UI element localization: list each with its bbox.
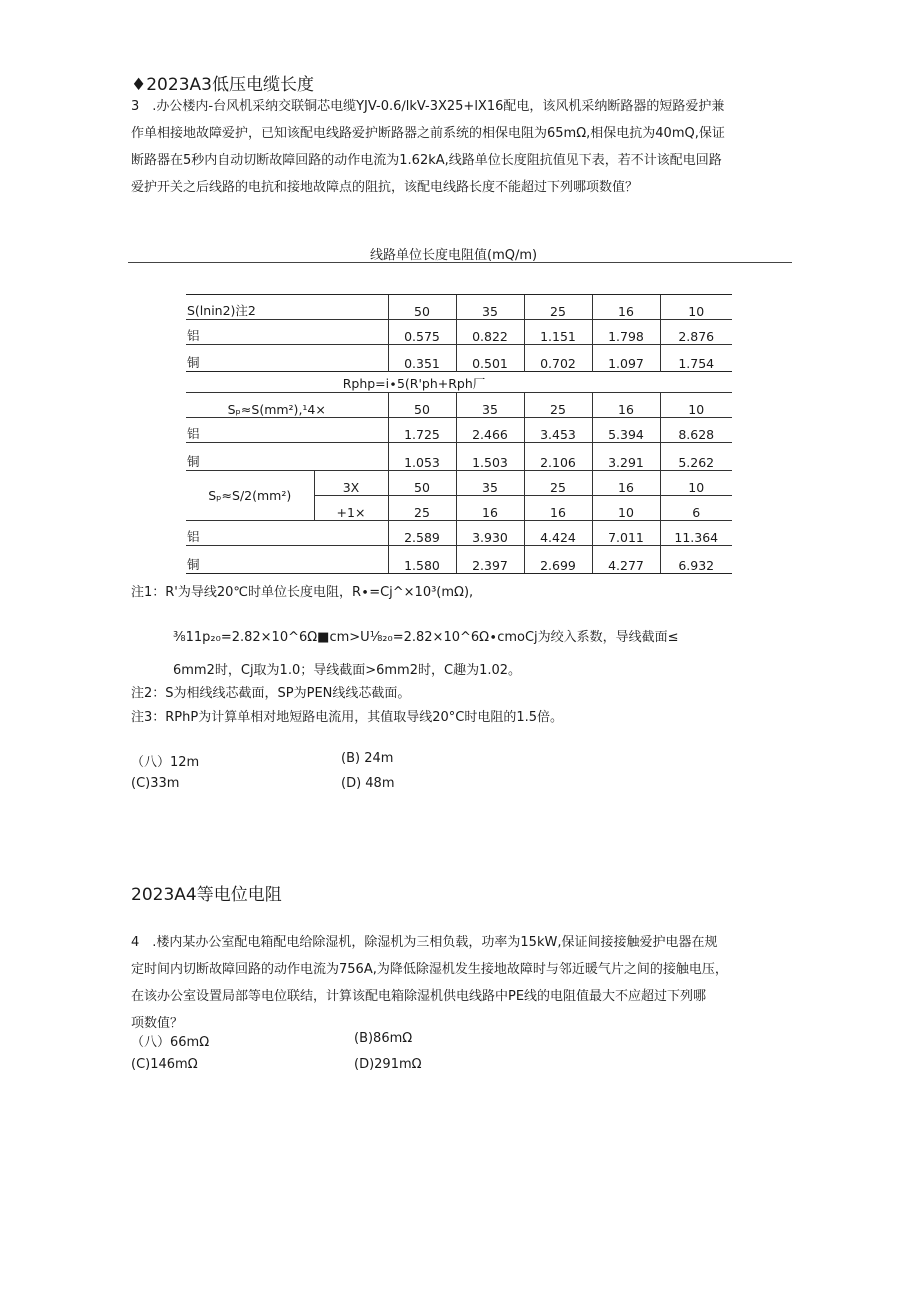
row-al1-label: 铝: [186, 320, 388, 345]
question-3-line3: 断路器在5秒内自动切断故障回路的动作电流为1.62kA,线路单位长度阻抗值见下表，若不计该配电回路: [131, 153, 722, 168]
row-al2-label: 铝: [186, 418, 388, 443]
header2-value: 16: [592, 393, 660, 418]
table-row: [186, 418, 732, 443]
row-al3-value: 3.930: [456, 521, 524, 546]
header3-value: 6: [660, 496, 732, 521]
row-al1-value: 1.151: [524, 320, 592, 345]
note1-line1: 注1：R'为导线20℃时单位长度电阻，R∙=Cj^×10³(mΩ),: [131, 585, 474, 600]
section2-heading: 2023A4等电位电阻: [131, 885, 282, 905]
row-cu2-value: 5.262: [660, 443, 732, 471]
row-cu3-value: 6.932: [660, 546, 732, 574]
header2-value: 10: [660, 393, 732, 418]
note1-line2: ⅜11p₂₀=2.82×10^6Ω■cm>U⅛₂₀=2.82×10^6Ω∙cmoCj为绞入系数，导线截面≤: [173, 630, 679, 645]
row-al3-value: 7.011: [592, 521, 660, 546]
row-cu3-value: 2.397: [456, 546, 524, 574]
header2-value: 35: [456, 393, 524, 418]
row-cu3-value: 4.277: [592, 546, 660, 574]
row-cu2-value: 1.053: [388, 443, 456, 471]
option-d: (D)291mΩ: [354, 1057, 422, 1072]
header1-value: 50: [388, 295, 456, 320]
table-row: [186, 393, 732, 418]
header3-label: Sₚ≈S/2(mm²): [186, 471, 314, 521]
row-cu1-value: 0.702: [524, 345, 592, 372]
row-al1-value: 1.798: [592, 320, 660, 345]
header3-value: 10: [660, 471, 732, 496]
row-cu1-value: 0.501: [456, 345, 524, 372]
row-cu2-label: 铜: [186, 443, 388, 471]
header2-value: 25: [524, 393, 592, 418]
note3: 注3：RPhP为计算单相对地短路电流用，其值取导线20°C时电阻的1.5倍。: [131, 710, 564, 725]
header2-value: 50: [388, 393, 456, 418]
caption-rule: [128, 262, 792, 263]
table-row: [186, 521, 732, 546]
header3-sub1: 3X: [314, 471, 388, 496]
header1-value: 25: [524, 295, 592, 320]
section1-heading: ♦2023A3低压电缆长度: [131, 75, 314, 95]
header1-value: 10: [660, 295, 732, 320]
question-3-line1: 3 .办公楼内-台风机采纳交联铜芯电缆YJV-0.6∕lkV-3X25+lX16配电，该风机采纳断路器的短路爱护兼: [131, 99, 725, 114]
row-al1-value: 0.822: [456, 320, 524, 345]
header1-value: 16: [592, 295, 660, 320]
option-c: (C)33m: [131, 776, 180, 791]
row-al3-value: 2.589: [388, 521, 456, 546]
option-d: (D) 48m: [341, 776, 395, 791]
table-row: [186, 372, 732, 393]
row-al2-value: 2.466: [456, 418, 524, 443]
header3-value: 35: [456, 471, 524, 496]
note1-line3: 6mm2时，Cj取为1.0；导线截面>6mm2时，C趣为1.02。: [173, 663, 522, 678]
question-4-line4: 项数值？: [131, 1016, 184, 1031]
header3-value: 10: [592, 496, 660, 521]
header3-value: 25: [524, 471, 592, 496]
header3-sub2: +1×: [314, 496, 388, 521]
table-row: [186, 345, 732, 372]
row-cu3-value: 2.699: [524, 546, 592, 574]
header3-value: 16: [592, 471, 660, 496]
resistance-table: [186, 294, 732, 574]
row-cu3-label: 铜: [186, 546, 388, 574]
row-cu2-value: 1.503: [456, 443, 524, 471]
row-al2-value: 3.453: [524, 418, 592, 443]
row-cu1-value: 1.754: [660, 345, 732, 372]
header3-value: 25: [388, 496, 456, 521]
row-cu2-value: 3.291: [592, 443, 660, 471]
option-a: （八）66mΩ: [131, 1035, 210, 1050]
row-al1-value: 0.575: [388, 320, 456, 345]
table-row: [186, 546, 732, 574]
option-b: (B) 24m: [341, 751, 394, 766]
row-al3-value: 11.364: [660, 521, 732, 546]
question-4-line1: 4 .楼内某办公室配电箱配电给除湿机，除湿机为三相负载，功率为15kW,保证间接接触爱护电器在规: [131, 935, 718, 950]
question-4-text: [131, 929, 801, 1037]
table-row: [186, 471, 732, 496]
header1-value: 35: [456, 295, 524, 320]
header3-value: 50: [388, 471, 456, 496]
row-cu2-value: 2.106: [524, 443, 592, 471]
table-row: [186, 295, 732, 320]
header1-label: S(lnin2)注2: [186, 295, 388, 320]
header3-value: 16: [456, 496, 524, 521]
table-row: [186, 443, 732, 471]
option-b: (B)86mΩ: [354, 1031, 413, 1046]
row-al2-value: 1.725: [388, 418, 456, 443]
question-3-line4: 爱护开关之后线路的电抗和接地故障点的阻抗，该配电线路长度不能超过下列哪项数值？: [131, 180, 639, 195]
question-3-line2: 作单相接地故障爱护，已知该配电线路爱护断路器之前系统的相保电阻为65mΩ,相保电抗为40mQ,保证: [131, 126, 725, 141]
question-3-text: [131, 93, 791, 201]
row-cu3-value: 1.580: [388, 546, 456, 574]
table-caption: 线路单位长度电阻值(mQ∕m): [370, 248, 538, 263]
header3-value: 16: [524, 496, 592, 521]
header2-label: Sₚ≈S(mm²),¹4×: [186, 393, 388, 418]
row-cu1-value: 0.351: [388, 345, 456, 372]
row-al3-label: 铝: [186, 521, 388, 546]
row-cu1-value: 1.097: [592, 345, 660, 372]
note2: 注2：S为相线线芯截面，SP为PEN线线芯截面。: [131, 686, 411, 701]
table-row: [186, 320, 732, 345]
row-al2-value: 8.628: [660, 418, 732, 443]
formula-row: Rphp=i∙5(R'ph+Rph厂: [186, 372, 732, 393]
row-al1-value: 2.876: [660, 320, 732, 345]
row-al3-value: 4.424: [524, 521, 592, 546]
question-4-line2: 定时间内切断故障回路的动作电流为756A,为降低除湿机发生接地故障时与邻近暖气片之间的接触电压，: [131, 962, 728, 977]
row-cu1-label: 铜: [186, 345, 388, 372]
option-a: （八）12m: [131, 755, 200, 770]
option-c: (C)146mΩ: [131, 1057, 198, 1072]
row-al2-value: 5.394: [592, 418, 660, 443]
question-4-line3: 在该办公室设置局部等电位联结，计算该配电箱除湿机供电线路中PE线的电阻值最大不应超过下列哪: [131, 989, 707, 1004]
